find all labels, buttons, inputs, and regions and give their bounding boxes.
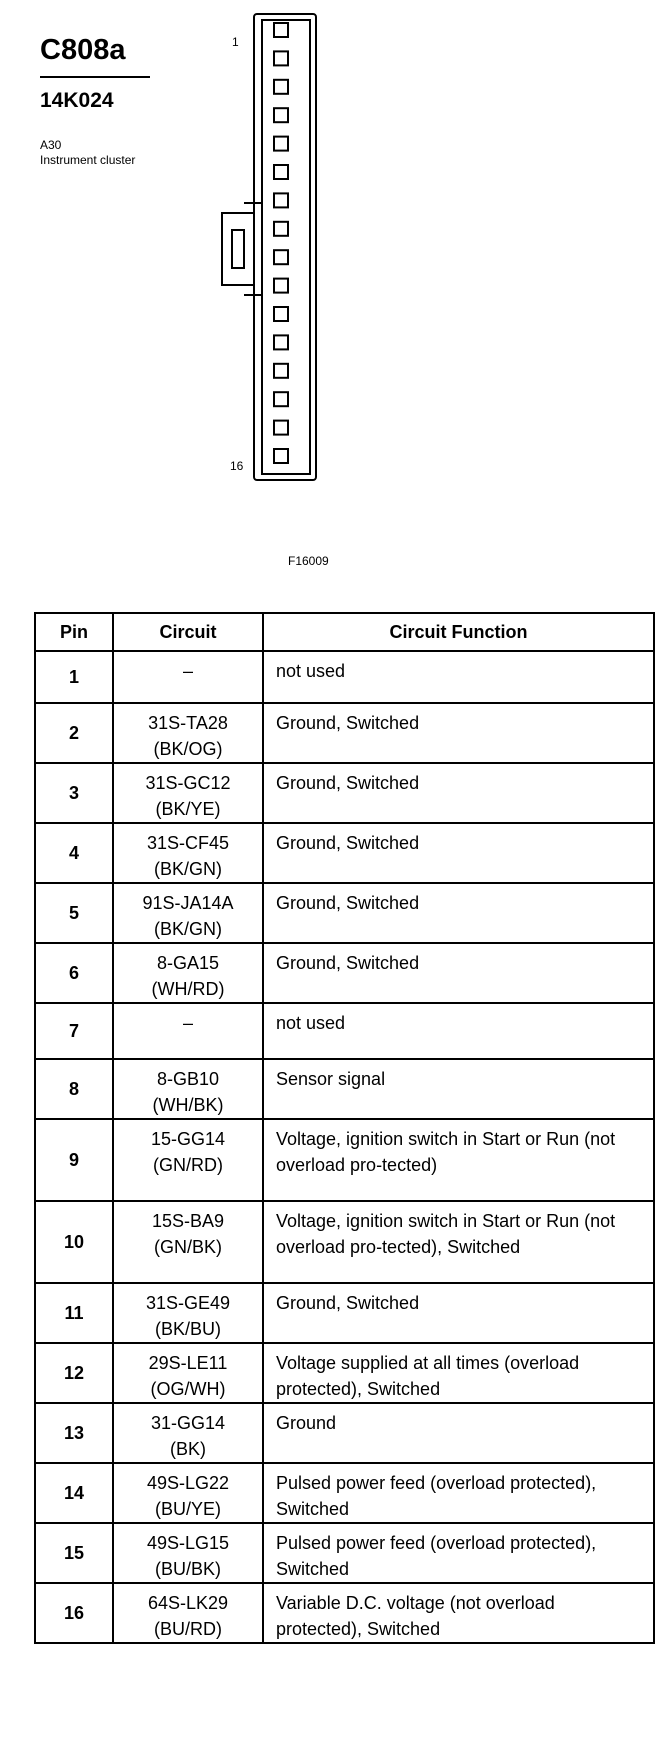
circuit-cell: [113, 651, 263, 703]
connector-outer-shell: [254, 14, 316, 480]
connector-latch: [222, 213, 254, 285]
pin-cavity: [274, 23, 288, 37]
pin-number: 2: [35, 703, 113, 763]
circuit-function: Voltage supplied at all times (overload protected), Switched: [263, 1343, 654, 1403]
part-number: 14K024: [40, 89, 114, 112]
pin-number: 6: [35, 943, 113, 1003]
circuit-cell: [113, 1059, 263, 1119]
pin-number: 7: [35, 1003, 113, 1059]
circuit-code: 31S-GC12: [145, 773, 231, 793]
circuit-function: Variable D.C. voltage (not overload protected), Switched: [263, 1583, 654, 1643]
pin-number: 16: [35, 1583, 113, 1643]
pin-number: 3: [35, 763, 113, 823]
wire-color: (BK/GN): [153, 859, 222, 879]
pin-cavity: [274, 51, 288, 65]
pin-number: 8: [35, 1059, 113, 1119]
pin-cavity: [274, 364, 288, 378]
title-underline: [40, 76, 150, 78]
connector-cavities: [274, 23, 288, 463]
circuit-code: –: [182, 661, 193, 681]
circuit-function: Ground, Switched: [263, 703, 654, 763]
table-row: [35, 823, 654, 883]
component-id: A30: [40, 138, 62, 152]
pin-cavity: [274, 335, 288, 349]
wire-color: (WH/BK): [152, 1095, 224, 1115]
circuit-function: Ground, Switched: [263, 883, 654, 943]
pin-label-first: 1: [232, 35, 239, 49]
component-name: Instrument cluster: [40, 153, 136, 167]
header-pin: Pin: [35, 613, 113, 651]
pin-number: 12: [35, 1343, 113, 1403]
circuit-code: 8-GA15: [156, 953, 220, 973]
circuit-code: 31S-GE49: [145, 1293, 231, 1313]
connector-body: [222, 14, 316, 480]
pin-number: 4: [35, 823, 113, 883]
circuit-code: 8-GB10: [156, 1069, 220, 1089]
circuit-code: 15S-BA9: [151, 1211, 225, 1231]
circuit-function: Ground, Switched: [263, 763, 654, 823]
circuit-function: Voltage, ignition switch in Start or Run (not overload pro-tected): [263, 1119, 654, 1201]
pin-number: 9: [35, 1119, 113, 1201]
pin-cavity: [274, 449, 288, 463]
wire-color: (BK/GN): [153, 919, 222, 939]
pin-number: 14: [35, 1463, 113, 1523]
pin-cavity: [274, 421, 288, 435]
pin-cavity: [274, 193, 288, 207]
pin-cavity: [274, 108, 288, 122]
pin-label-last: 16: [230, 459, 244, 473]
circuit-cell: [113, 1463, 263, 1523]
connector-inner-shell: [262, 20, 310, 474]
pin-cavity: [274, 250, 288, 264]
wire-color: (WH/RD): [151, 979, 225, 999]
circuit-code: 31S-TA28: [148, 713, 228, 733]
table-row: [35, 703, 654, 763]
table-row: [35, 1283, 654, 1343]
table-header-row: [35, 613, 654, 651]
pin-number: 5: [35, 883, 113, 943]
pin-cavity: [274, 307, 288, 321]
wire-color: (GN/BK): [153, 1237, 222, 1257]
circuit-function: Sensor signal: [263, 1059, 654, 1119]
wire-color: (GN/RD): [153, 1155, 223, 1175]
circuit-code: 29S-LE11: [148, 1353, 228, 1373]
table-row: [35, 1403, 654, 1463]
circuit-function: Pulsed power feed (overload protected), Switched: [263, 1523, 654, 1583]
connector-title: C808a: [40, 34, 126, 66]
table-body: [35, 651, 654, 1643]
circuit-cell: [113, 823, 263, 883]
table-row: [35, 1201, 654, 1283]
circuit-cell: [113, 1343, 263, 1403]
circuit-function: Ground, Switched: [263, 943, 654, 1003]
circuit-cell: [113, 703, 263, 763]
pin-number: 11: [35, 1283, 113, 1343]
circuit-code: 64S-LK29: [147, 1593, 229, 1613]
table-row: [35, 763, 654, 823]
pin-cavity: [274, 137, 288, 151]
pin-cavity: [274, 392, 288, 406]
circuit-code: –: [182, 1013, 193, 1033]
circuit-function: not used: [263, 651, 654, 703]
circuit-cell: [113, 1119, 263, 1201]
circuit-function: Voltage, ignition switch in Start or Run (not overload pro-tected), Switched: [263, 1201, 654, 1283]
pin-cavity: [274, 165, 288, 179]
wire-color: (BU/BK): [154, 1559, 221, 1579]
table-row: [35, 883, 654, 943]
pin-cavity: [274, 222, 288, 236]
wire-color: (BK/YE): [155, 799, 221, 819]
circuit-cell: [113, 883, 263, 943]
circuit-cell: [113, 1523, 263, 1583]
table-row: [35, 1343, 654, 1403]
table-row: [35, 1059, 654, 1119]
header-circuit: Circuit: [113, 613, 263, 651]
circuit-code: 31S-CF45: [146, 833, 230, 853]
circuit-code: 15-GG14: [150, 1129, 226, 1149]
table-row: [35, 1583, 654, 1643]
circuit-function: Ground, Switched: [263, 1283, 654, 1343]
circuit-cell: [113, 1283, 263, 1343]
figure-id: F16009: [288, 554, 329, 568]
circuit-cell: [113, 1403, 263, 1463]
circuit-cell: [113, 1003, 263, 1059]
circuit-function: not used: [263, 1003, 654, 1059]
wire-color: (BK/BU): [154, 1319, 221, 1339]
circuit-code: 31-GG14: [150, 1413, 226, 1433]
pin-number: 10: [35, 1201, 113, 1283]
circuit-code: 91S-JA14A: [142, 893, 234, 913]
circuit-code: 49S-LG15: [146, 1533, 230, 1553]
table-row: [35, 1463, 654, 1523]
pin-number: 1: [35, 651, 113, 703]
circuit-cell: [113, 943, 263, 1003]
pin-cavity: [274, 279, 288, 293]
pin-cavity: [274, 80, 288, 94]
circuit-cell: [113, 763, 263, 823]
circuit-cell: [113, 1201, 263, 1283]
circuit-code: 49S-LG22: [146, 1473, 230, 1493]
wire-color: (OG/WH): [150, 1379, 226, 1399]
circuit-function: Ground: [263, 1403, 654, 1463]
wire-color: (BK/OG): [153, 739, 223, 759]
table-row: [35, 943, 654, 1003]
header-circuit-function: Circuit Function: [263, 613, 654, 651]
connector-latch-slot: [232, 230, 244, 268]
circuit-cell: [113, 1583, 263, 1643]
table-row: [35, 1119, 654, 1201]
pin-table: [34, 612, 655, 1644]
wire-color: (BK): [170, 1439, 206, 1459]
pin-number: 13: [35, 1403, 113, 1463]
table-row: [35, 651, 654, 703]
wire-color: (BU/YE): [154, 1499, 221, 1519]
circuit-function: Ground, Switched: [263, 823, 654, 883]
table-row: [35, 1523, 654, 1583]
table-row: [35, 1003, 654, 1059]
circuit-function: Pulsed power feed (overload protected), Switched: [263, 1463, 654, 1523]
pin-number: 15: [35, 1523, 113, 1583]
wire-color: (BU/RD): [154, 1619, 222, 1639]
